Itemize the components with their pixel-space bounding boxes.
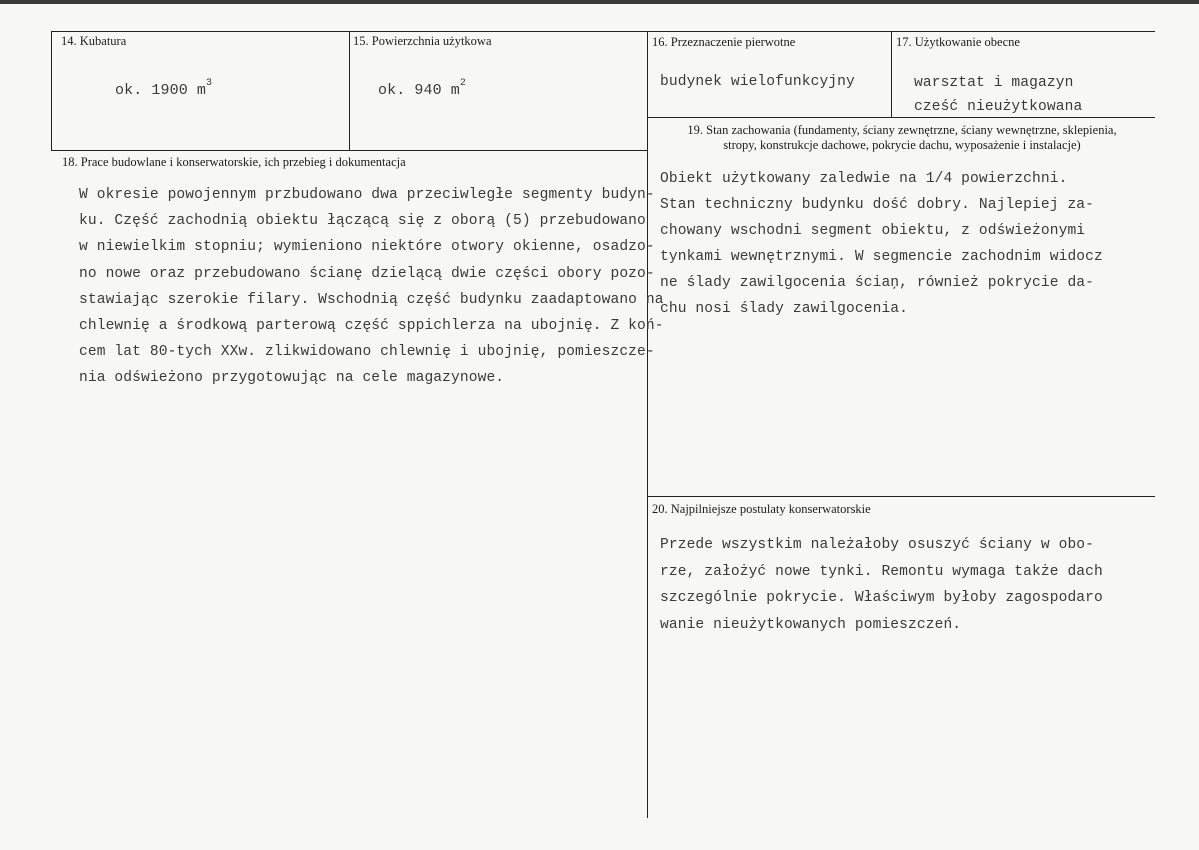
field-17-text: [914, 71, 1082, 119]
field-18-line: stawiając szerokie filary. Wschodnią część budynku zaadaptowano na: [79, 291, 664, 308]
field-19-label-line: stropy, konstrukcje dachowe, pokrycie dachu, wyposażenie i instalacje): [723, 138, 1081, 152]
field-15-superscript: 2: [459, 78, 467, 89]
divider-16-17: [891, 31, 892, 117]
field-16-value: budynek wielofunkcyjny: [660, 74, 855, 90]
field-18-line: W okresie powojennym przbudowano dwa przeciwległe segmenty budyn-: [79, 187, 655, 203]
field-16-label: 16. Przeznaczenie pierwotne: [652, 35, 796, 49]
field-17-line: cześć nieużytkowana: [914, 99, 1083, 115]
field-15-value: [378, 78, 467, 99]
field-19-label: [648, 123, 1156, 153]
field-18-text: [79, 182, 664, 392]
field-19-label-line: 19. Stan zachowania (fundamenty, ściany zewnętrzne, ściany wewnętrzne, sklepienia,: [687, 123, 1117, 137]
field-14-label: 14. Kubatura: [61, 34, 127, 48]
field-20-text: [660, 532, 1103, 638]
left-border: [51, 31, 52, 151]
field-17-line: warsztat i magazyn: [914, 75, 1074, 91]
field-19-line: Obiekt użytkowany zaledwie na 1/4 powierzchni.: [660, 171, 1068, 187]
rule-above-18: [51, 150, 647, 151]
field-20-line: rze, założyć nowe tynki. Remontu wymaga także dach: [660, 563, 1103, 580]
field-20-line: szczególnie pokrycie. Właściwym byłoby zagospodaro: [660, 590, 1103, 606]
page-top-edge: [0, 0, 1199, 4]
field-14-value: [115, 78, 213, 99]
field-18-label: 18. Prace budowlane i konserwatorskie, ich przebieg i dokumentacja: [62, 155, 406, 169]
field-14-value-text: ok. 1900 m: [115, 82, 207, 99]
divider-14-15: [349, 31, 350, 151]
field-14-superscript: 3: [206, 78, 213, 89]
field-17-label: 17. Użytkowanie obecne: [896, 35, 1020, 49]
field-20-label: 20. Najpilniejsze postulaty konserwatorskie: [652, 502, 871, 516]
rule-above-20: [647, 496, 1155, 497]
field-19-line: chu nosi ślady zawilgocenia.: [660, 301, 909, 317]
field-19-line: tynkami wewnętrznymi. W segmencie zachodnim widocz: [660, 249, 1103, 265]
field-20-line: Przede wszystkim należałoby osuszyć ściany w obo-: [660, 537, 1095, 553]
field-20-line: wanie nieużytkowanych pomieszczeń.: [660, 616, 962, 633]
field-18-line: nia odświeżono przygotowując na cele magazynowe.: [79, 370, 505, 387]
field-18-line: no nowe oraz przebudowano ścianę dzielącą dwie części obory pozo-: [79, 265, 655, 282]
field-19-line: chowany wschodni segment obiektu, z odświeżonymi: [660, 223, 1086, 239]
field-18-line: chlewnię a środkową parterową część sppichlerza na ubojnię. Z koń-: [79, 318, 664, 335]
field-19-line: Stan techniczny budynku dość dobry. Najlepiej za-: [660, 197, 1095, 213]
top-rule-right: [647, 31, 1155, 32]
field-18-line: w niewielkim stopniu; wymieniono niektóre otwory okienne, osadzo-: [79, 239, 655, 256]
field-15-label: 15. Powierzchnia użytkowa: [353, 34, 492, 48]
field-19-line: ne ślady zawilgocenia ściaņ, również pokrycie da-: [660, 275, 1095, 291]
field-15-value-text: ok. 940 m: [378, 82, 460, 99]
field-18-line: ku. Część zachodnią obiektu łączącą się z oborą (5) przebudowano: [79, 213, 646, 230]
field-18-line: cem lat 80-tych XXw. zlikwidowano chlewnię i ubojnię, pomieszcze-: [79, 344, 655, 361]
field-19-text: [660, 166, 1103, 322]
